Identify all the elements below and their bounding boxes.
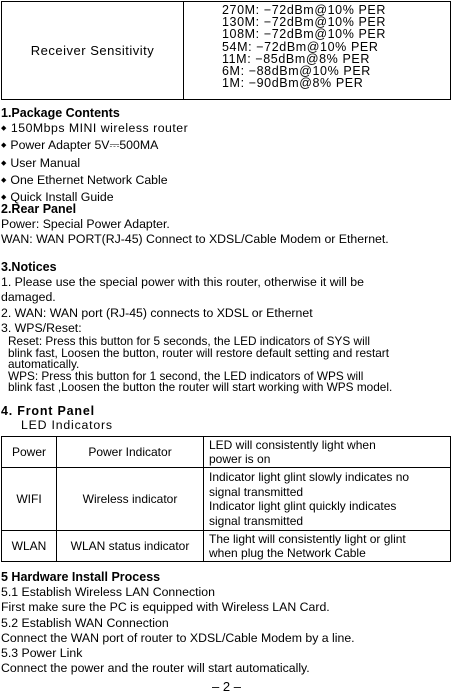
text-line: Connect the WAN port of router to XDSL/Cable Modem by a line. [1, 630, 355, 645]
spec-value: 54M: −72dBm@10% PER [222, 39, 379, 54]
table-row [2, 468, 451, 531]
list-item: ◆ Power Adapter 5V⎓500MA [1, 138, 451, 155]
rear-panel-section [1, 202, 451, 248]
led-description [204, 531, 451, 562]
spec-value: 11M: −85dBm@8% PER [222, 51, 370, 66]
text-line: 5.1 Establish Wireless LAN Connection [1, 585, 215, 600]
spec-value: 1M: −90dBm@8% PER [222, 76, 364, 91]
spec-values [184, 2, 450, 99]
receiver-sensitivity-table [1, 1, 451, 100]
desc-line: Indicator light glint slowly indicates no [209, 470, 410, 484]
led-indicator: Wireless indicator [57, 468, 204, 531]
led-name: WIFI [2, 468, 57, 531]
text-line: 5.2 Establish WAN Connection [1, 615, 169, 630]
list-item: ◆ Quick Install Guide [1, 190, 451, 207]
desc-line: power is on [209, 452, 271, 466]
text-line: damaged. [1, 290, 56, 305]
text-line: Connect the power and the router will start automatically. [1, 661, 310, 676]
desc-line: The light will consistently light or glint [209, 531, 406, 546]
page-number: – 2 – [212, 679, 241, 694]
led-name: WLAN [2, 531, 57, 562]
list-item: ◆ 150Mbps MINI wireless router [1, 121, 451, 138]
text-line: Reset: Press this button for 5 seconds, the LED indicators of SYS will [8, 334, 370, 349]
spec-label: Receiver Sensitivity [2, 2, 184, 99]
spec-value: 130M: −72dBm@10% PER [222, 15, 387, 30]
list-item: ◆ User Manual [1, 156, 451, 173]
section-heading: 2.Rear Panel [1, 202, 77, 216]
table-row [2, 437, 451, 468]
desc-line: when plug the Network Cable [209, 546, 366, 560]
desc-line: signal transmitted [209, 513, 304, 528]
led-description [204, 437, 451, 468]
text-line: 1. Please use the special power with this router, otherwise it will be [1, 275, 364, 290]
desc-line: Indicator light glint quickly indicates [209, 499, 397, 513]
led-indicator-table [1, 436, 451, 562]
spec-value: 108M: −72dBm@10% PER [222, 27, 387, 42]
text-line: 3. WPS/Reset: [1, 320, 82, 335]
text-line: First make sure the PC is equipped with Wireless LAN Card. [1, 600, 330, 615]
section-heading: 1.Package Contents [1, 106, 120, 120]
section-heading: 3.Notices [1, 260, 57, 274]
text-line: Power: Special Power Adapter. [1, 217, 170, 232]
led-indicator: Power Indicator [57, 437, 204, 468]
section-heading: 5 Hardware Install Process [1, 570, 161, 584]
text-line: automatically. [8, 357, 80, 372]
text-line: WPS: Press this button for 1 second, the LED indicators of WPS will [8, 368, 364, 383]
front-panel-section [1, 404, 451, 432]
spec-value: 6M: −88dBm@10% PER [222, 64, 371, 79]
hardware-install-section [1, 570, 451, 676]
table-row [2, 531, 451, 562]
section-subheading: LED Indicators [21, 418, 113, 432]
text-line: 2. WAN: WAN port (RJ-45) connects to XDSL or Ethernet [1, 305, 313, 320]
led-name: Power [2, 437, 57, 468]
section-heading: 4. Front Panel [1, 404, 95, 418]
led-description [204, 468, 451, 531]
text-line: blink fast, Loosen the button, router will restore default setting and restart [8, 345, 389, 360]
led-indicator: WLAN status indicator [57, 531, 204, 562]
package-contents-section [1, 106, 451, 207]
text-line: 5.3 Power Link [1, 646, 83, 661]
notices-section [1, 260, 451, 394]
desc-line: LED will consistently light when [209, 437, 376, 452]
list-item: ◆ One Ethernet Network Cable [1, 173, 451, 190]
spec-value: 270M: −72dBm@10% PER [222, 3, 387, 17]
text-line: blink fast ,Loosen the button the router will start working with WPS model. [8, 380, 393, 395]
desc-line: signal transmitted [209, 484, 304, 499]
text-line: WAN: WAN PORT(RJ-45) Connect to XDSL/Cable Modem or Ethernet. [1, 232, 389, 247]
